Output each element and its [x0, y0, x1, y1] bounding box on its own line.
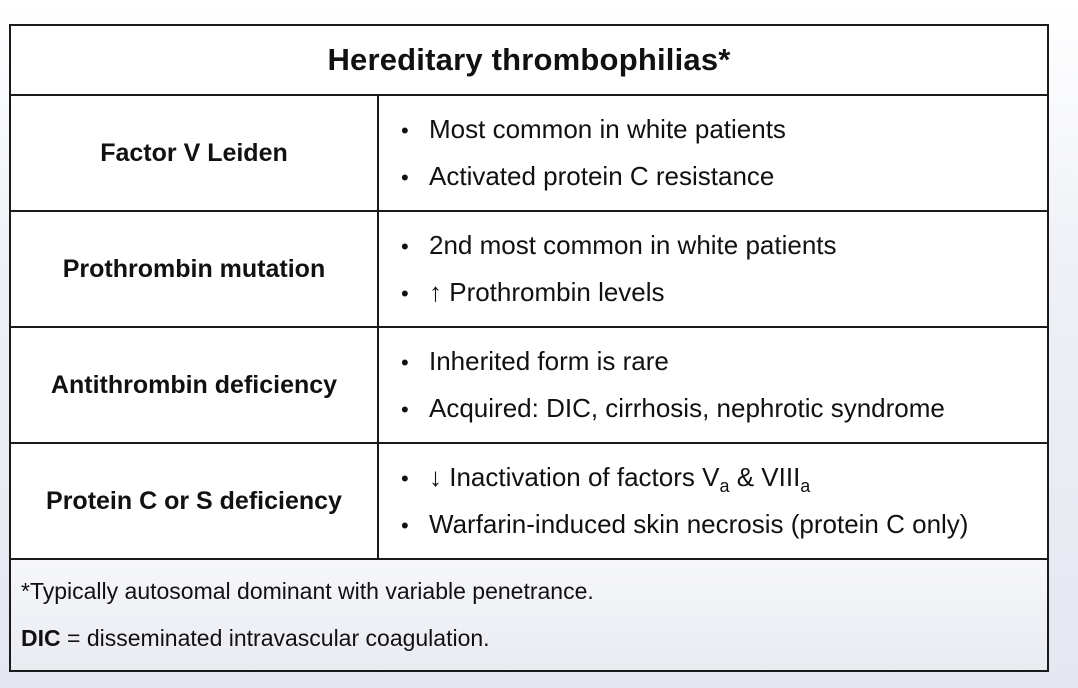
bullet-icon: • [401, 165, 409, 190]
bullet-icon: • [401, 234, 409, 259]
row-label: Antithrombin deficiency [11, 328, 379, 442]
list-item-text: ↑ Prothrombin levels [429, 277, 665, 307]
row-details [379, 444, 1047, 558]
table-row [11, 328, 1047, 444]
row-details [379, 96, 1047, 210]
abbreviation-definition: = disseminated intravascular coagulation. [60, 625, 490, 651]
table-title: Hereditary thrombophilias* [11, 26, 1047, 96]
bullet-icon: • [401, 281, 409, 306]
abbreviation-term: DIC [21, 625, 61, 651]
row-label: Factor V Leiden [11, 96, 379, 210]
thrombophilia-table [9, 24, 1049, 672]
footnotes [11, 560, 1047, 670]
list-item [401, 161, 1047, 192]
inactivation-prefix: ↓ Inactivation of factors V [429, 462, 720, 492]
list-item-text: 2nd most common in white patients [429, 230, 837, 260]
inactivation-middle: & VIII [729, 462, 801, 492]
list-item [401, 346, 1047, 377]
table-row [11, 444, 1047, 560]
bullet-icon: • [401, 397, 409, 422]
list-item [401, 277, 1047, 308]
footnote-inheritance: *Typically autosomal dominant with variable penetrance. [21, 578, 594, 604]
row-details [379, 212, 1047, 326]
list-item [401, 509, 1047, 540]
list-item-text: Most common in white patients [429, 114, 786, 144]
list-item [401, 462, 1047, 496]
row-label: Protein C or S deficiency [11, 444, 379, 558]
list-item-text: Inherited form is rare [429, 346, 669, 376]
table-row [11, 212, 1047, 328]
subscript-a: a [719, 476, 730, 496]
list-item [401, 230, 1047, 261]
list-item-text: Acquired: DIC, cirrhosis, nephrotic syndrome [429, 393, 945, 423]
bullet-icon: • [401, 466, 409, 491]
list-item-text: Warfarin-induced skin necrosis (protein C only) [429, 509, 969, 539]
bullet-icon: • [401, 118, 409, 143]
bullet-icon: • [401, 350, 409, 375]
list-item-text: Activated protein C resistance [429, 161, 775, 191]
row-label: Prothrombin mutation [11, 212, 379, 326]
footnote-abbreviation [21, 625, 1047, 652]
table-row [11, 96, 1047, 212]
row-details [379, 328, 1047, 442]
list-item [401, 114, 1047, 145]
bullet-icon: • [401, 513, 409, 538]
subscript-a: a [800, 476, 811, 496]
list-item [401, 393, 1047, 424]
table-body [11, 96, 1047, 560]
list-item-text [429, 462, 811, 496]
